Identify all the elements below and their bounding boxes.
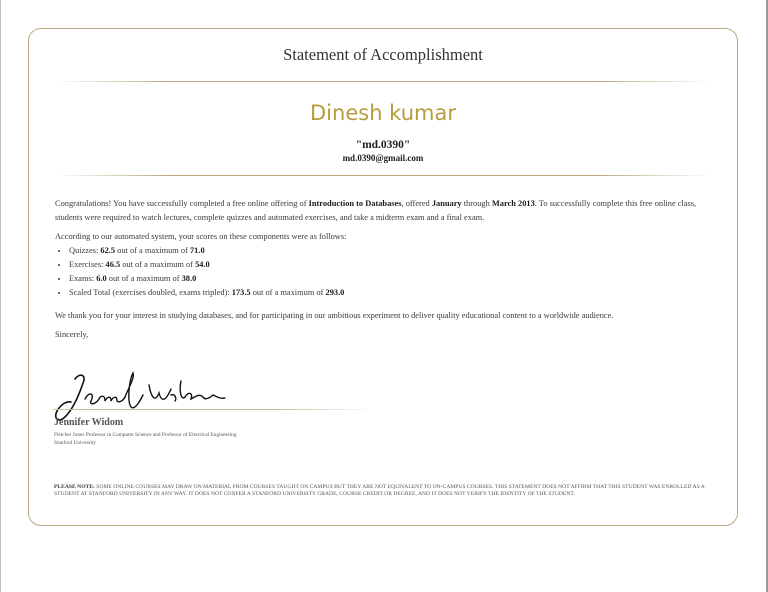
course-name: Introduction to Databases [308, 199, 402, 208]
recipient-email: md.0390@gmail.com [342, 153, 424, 163]
note-label: PLEASE NOTE: [54, 484, 95, 490]
recipient-name: Dinesh kumar [310, 101, 456, 125]
divider-bottom [54, 175, 712, 176]
signature-line [53, 409, 373, 410]
score-item-scaled-total: • Scaled Total (exercises doubled, exams tripled): 173.5 out of a maximum of 293.0 [69, 286, 715, 300]
certificate-body [55, 197, 715, 342]
intro-paragraph: Congratulations! You have successfully completed a free online offering of Introduction to Databases, offered January through March 2013. To successfully complete this free online class, students were required to watch lectures, complete quizzes and automated exercises, and take a midterm exam and a final exam. [55, 199, 697, 222]
start-month: January [431, 199, 462, 208]
signer-organization: Stanford University [54, 440, 96, 446]
scores-intro: According to our automated system, your scores on these components were as follows: [55, 232, 347, 241]
disclaimer-note [54, 484, 716, 498]
note-text: SOME ONLINE COURSES MAY DRAW ON MATERIAL FROM COURSES TAUGHT ON CAMPUS BUT THEY ARE NOT EQUIVALENT TO ON-CAMPUS COURSES. THIS STATEMENT DOES NOT AFFIRM THAT THIS STUDENT WAS ENROLLED AS A STUDENT AT STANFORD UNIVERSITY IN ANY WAY. IT DOES NOT CONFER A STANFORD UNIVERSITY GRADE, COURSE CREDIT OR DEGREE, AND IT DOES NOT VERIFY THE IDENTITY OF THE STUDENT. [54, 484, 705, 497]
score-item-exams: • Exams: 6.0 out of a maximum of 38.0 [69, 272, 715, 286]
score-item-quizzes: • Quizzes: 62.5 out of a maximum of 71.0 [69, 244, 715, 258]
signer-title: Fletcher Jones Professor in Computer Science and Professor of Electrical Engineering [54, 432, 237, 438]
scores-list [55, 244, 715, 300]
score-item-exercises: • Exercises: 46.5 out of a maximum of 54.0 [69, 258, 715, 272]
end-month: March 2013 [491, 199, 535, 208]
recipient-handle: "md.0390" [355, 139, 411, 151]
window-edge-left [0, 0, 1, 592]
certificate-title: Statement of Accomplishment [283, 45, 483, 64]
divider-top [54, 81, 712, 82]
certificate [28, 28, 738, 526]
closing: Sincerely, [55, 330, 89, 339]
signature-text: Jennifer Widom [53, 371, 61, 372]
thanks-paragraph: We thank you for your interest in studying databases, and for participating in our ambitious experiment to deliver quality educational content to a worldwide audience. [55, 311, 614, 320]
signer-name: Jennifer Widom [54, 417, 124, 428]
